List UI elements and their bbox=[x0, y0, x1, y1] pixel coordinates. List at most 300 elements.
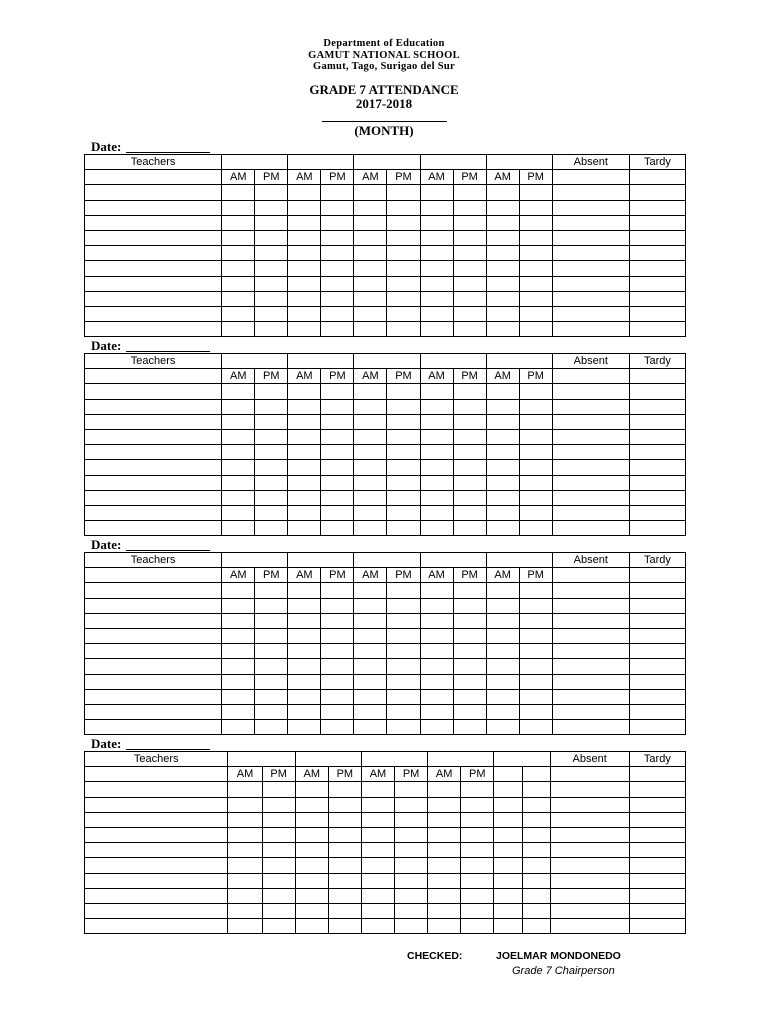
blank-cell[interactable] bbox=[321, 200, 354, 215]
blank-cell[interactable] bbox=[85, 598, 222, 613]
blank-cell[interactable] bbox=[354, 490, 387, 505]
blank-cell[interactable] bbox=[321, 704, 354, 719]
blank-cell[interactable] bbox=[552, 230, 629, 245]
blank-cell[interactable] bbox=[420, 291, 453, 306]
blank-cell[interactable] bbox=[85, 521, 222, 536]
blank-cell[interactable] bbox=[288, 414, 321, 429]
blank-cell[interactable] bbox=[255, 230, 288, 245]
date-blank-line[interactable] bbox=[126, 749, 210, 750]
blank-cell[interactable] bbox=[453, 200, 486, 215]
blank-cell[interactable] bbox=[519, 505, 552, 520]
blank-cell[interactable] bbox=[255, 674, 288, 689]
blank-cell[interactable] bbox=[321, 230, 354, 245]
blank-cell[interactable] bbox=[255, 704, 288, 719]
blank-cell[interactable] bbox=[395, 782, 428, 797]
blank-cell[interactable] bbox=[552, 215, 629, 230]
blank-cell[interactable] bbox=[228, 797, 262, 812]
blank-cell[interactable] bbox=[428, 873, 461, 888]
blank-cell[interactable] bbox=[420, 720, 453, 735]
blank-cell[interactable] bbox=[387, 246, 420, 261]
blank-cell[interactable] bbox=[519, 322, 552, 337]
blank-cell[interactable] bbox=[453, 689, 486, 704]
blank-cell[interactable] bbox=[453, 445, 486, 460]
blank-cell[interactable] bbox=[328, 843, 361, 858]
blank-cell[interactable] bbox=[328, 873, 361, 888]
blank-cell[interactable] bbox=[354, 659, 387, 674]
blank-cell[interactable] bbox=[420, 246, 453, 261]
blank-cell[interactable] bbox=[288, 306, 321, 321]
blank-cell[interactable] bbox=[453, 720, 486, 735]
blank-cell[interactable] bbox=[222, 322, 255, 337]
blank-cell[interactable] bbox=[519, 583, 552, 598]
blank-cell[interactable] bbox=[85, 858, 228, 873]
blank-cell[interactable] bbox=[85, 384, 222, 399]
blank-cell[interactable] bbox=[85, 230, 222, 245]
blank-cell[interactable] bbox=[395, 827, 428, 842]
blank-cell[interactable] bbox=[395, 903, 428, 918]
blank-cell[interactable] bbox=[255, 490, 288, 505]
blank-cell[interactable] bbox=[387, 720, 420, 735]
blank-cell[interactable] bbox=[629, 903, 685, 918]
blank-cell[interactable] bbox=[85, 782, 228, 797]
day-header[interactable] bbox=[295, 752, 361, 767]
blank-cell[interactable] bbox=[486, 460, 519, 475]
blank-cell[interactable] bbox=[629, 782, 685, 797]
blank-cell[interactable] bbox=[486, 291, 519, 306]
blank-cell[interactable] bbox=[222, 644, 255, 659]
blank-cell[interactable] bbox=[453, 429, 486, 444]
blank-cell[interactable] bbox=[486, 659, 519, 674]
blank-cell[interactable] bbox=[519, 276, 552, 291]
blank-cell[interactable] bbox=[629, 858, 685, 873]
blank-cell[interactable] bbox=[328, 858, 361, 873]
blank-cell[interactable] bbox=[85, 322, 222, 337]
blank-cell[interactable] bbox=[222, 215, 255, 230]
blank-cell[interactable] bbox=[420, 704, 453, 719]
blank-cell[interactable] bbox=[361, 858, 394, 873]
blank-cell[interactable] bbox=[255, 583, 288, 598]
blank-cell[interactable] bbox=[420, 322, 453, 337]
blank-cell[interactable] bbox=[552, 598, 629, 613]
blank-cell[interactable] bbox=[486, 399, 519, 414]
blank-cell[interactable] bbox=[354, 475, 387, 490]
blank-cell[interactable] bbox=[552, 246, 629, 261]
blank-cell[interactable] bbox=[550, 858, 629, 873]
blank-cell[interactable] bbox=[629, 445, 685, 460]
blank-cell[interactable] bbox=[629, 429, 685, 444]
blank-cell[interactable] bbox=[262, 827, 295, 842]
blank-cell[interactable] bbox=[354, 689, 387, 704]
blank-cell[interactable] bbox=[420, 490, 453, 505]
blank-cell[interactable] bbox=[222, 399, 255, 414]
blank-cell[interactable] bbox=[552, 720, 629, 735]
blank-cell[interactable] bbox=[453, 490, 486, 505]
blank-cell[interactable] bbox=[222, 720, 255, 735]
blank-cell[interactable] bbox=[288, 445, 321, 460]
blank-cell[interactable] bbox=[354, 384, 387, 399]
blank-cell[interactable] bbox=[494, 812, 523, 827]
teacher-cell[interactable] bbox=[85, 767, 228, 782]
blank-cell[interactable] bbox=[321, 628, 354, 643]
blank-cell[interactable] bbox=[552, 505, 629, 520]
blank-cell[interactable] bbox=[387, 215, 420, 230]
blank-cell[interactable] bbox=[321, 276, 354, 291]
day-header[interactable] bbox=[494, 752, 550, 767]
blank-cell[interactable] bbox=[453, 261, 486, 276]
blank-cell[interactable] bbox=[523, 858, 550, 873]
blank-cell[interactable] bbox=[262, 843, 295, 858]
blank-cell[interactable] bbox=[523, 797, 550, 812]
day-header[interactable] bbox=[354, 155, 420, 170]
blank-cell[interactable] bbox=[295, 797, 328, 812]
blank-cell[interactable] bbox=[387, 185, 420, 200]
blank-cell[interactable] bbox=[552, 704, 629, 719]
blank-cell[interactable] bbox=[288, 322, 321, 337]
blank-cell[interactable] bbox=[262, 782, 295, 797]
blank-cell[interactable] bbox=[486, 414, 519, 429]
blank-cell[interactable] bbox=[321, 306, 354, 321]
blank-cell[interactable] bbox=[453, 644, 486, 659]
blank-cell[interactable] bbox=[222, 414, 255, 429]
blank-cell[interactable] bbox=[255, 598, 288, 613]
blank-cell[interactable] bbox=[461, 827, 494, 842]
blank-cell[interactable] bbox=[629, 200, 685, 215]
blank-cell[interactable] bbox=[550, 812, 629, 827]
tardy-cell[interactable] bbox=[629, 369, 685, 384]
blank-cell[interactable] bbox=[288, 720, 321, 735]
blank-cell[interactable] bbox=[453, 460, 486, 475]
blank-cell[interactable] bbox=[486, 276, 519, 291]
blank-cell[interactable] bbox=[453, 628, 486, 643]
day-header[interactable] bbox=[420, 155, 486, 170]
date-blank-line[interactable] bbox=[126, 550, 210, 551]
blank-cell[interactable] bbox=[255, 306, 288, 321]
blank-cell[interactable] bbox=[228, 812, 262, 827]
blank-cell[interactable] bbox=[85, 659, 222, 674]
blank-cell[interactable] bbox=[428, 919, 461, 934]
blank-cell[interactable] bbox=[420, 306, 453, 321]
blank-cell[interactable] bbox=[354, 414, 387, 429]
day-header[interactable] bbox=[222, 155, 288, 170]
blank-cell[interactable] bbox=[321, 215, 354, 230]
blank-cell[interactable] bbox=[321, 613, 354, 628]
blank-cell[interactable] bbox=[387, 674, 420, 689]
blank-cell[interactable] bbox=[85, 200, 222, 215]
blank-cell[interactable] bbox=[262, 903, 295, 918]
blank-cell[interactable] bbox=[629, 306, 685, 321]
blank-cell[interactable] bbox=[552, 475, 629, 490]
blank-cell[interactable] bbox=[321, 414, 354, 429]
blank-cell[interactable] bbox=[85, 475, 222, 490]
blank-cell[interactable] bbox=[629, 873, 685, 888]
blank-cell[interactable] bbox=[629, 505, 685, 520]
blank-cell[interactable] bbox=[519, 475, 552, 490]
blank-cell[interactable] bbox=[222, 613, 255, 628]
blank-cell[interactable] bbox=[321, 521, 354, 536]
blank-cell[interactable] bbox=[552, 261, 629, 276]
blank-cell[interactable] bbox=[354, 261, 387, 276]
blank-cell[interactable] bbox=[255, 215, 288, 230]
tardy-cell[interactable] bbox=[629, 170, 685, 185]
blank-cell[interactable] bbox=[354, 230, 387, 245]
blank-cell[interactable] bbox=[354, 644, 387, 659]
blank-cell[interactable] bbox=[486, 322, 519, 337]
blank-cell[interactable] bbox=[552, 200, 629, 215]
blank-cell[interactable] bbox=[295, 888, 328, 903]
blank-cell[interactable] bbox=[288, 230, 321, 245]
blank-cell[interactable] bbox=[629, 230, 685, 245]
blank-cell[interactable] bbox=[85, 429, 222, 444]
blank-cell[interactable] bbox=[222, 246, 255, 261]
blank-cell[interactable] bbox=[85, 505, 222, 520]
blank-cell[interactable] bbox=[228, 919, 262, 934]
blank-cell[interactable] bbox=[295, 903, 328, 918]
blank-cell[interactable] bbox=[519, 414, 552, 429]
blank-cell[interactable] bbox=[361, 873, 394, 888]
blank-cell[interactable] bbox=[550, 782, 629, 797]
blank-cell[interactable] bbox=[552, 291, 629, 306]
blank-cell[interactable] bbox=[222, 689, 255, 704]
teacher-cell[interactable] bbox=[85, 369, 222, 384]
blank-cell[interactable] bbox=[222, 429, 255, 444]
blank-cell[interactable] bbox=[354, 613, 387, 628]
teacher-cell[interactable] bbox=[85, 170, 222, 185]
blank-cell[interactable] bbox=[288, 521, 321, 536]
blank-cell[interactable] bbox=[420, 200, 453, 215]
blank-cell[interactable] bbox=[387, 322, 420, 337]
blank-cell[interactable] bbox=[519, 215, 552, 230]
blank-cell[interactable] bbox=[354, 429, 387, 444]
blank-cell[interactable] bbox=[295, 812, 328, 827]
blank-cell[interactable] bbox=[486, 185, 519, 200]
blank-cell[interactable] bbox=[255, 291, 288, 306]
blank-cell[interactable] bbox=[85, 797, 228, 812]
blank-cell[interactable] bbox=[494, 919, 523, 934]
blank-cell[interactable] bbox=[486, 521, 519, 536]
blank-cell[interactable] bbox=[85, 291, 222, 306]
blank-cell[interactable] bbox=[519, 644, 552, 659]
blank-cell[interactable] bbox=[550, 843, 629, 858]
blank-cell[interactable] bbox=[354, 445, 387, 460]
blank-cell[interactable] bbox=[486, 704, 519, 719]
blank-cell[interactable] bbox=[552, 613, 629, 628]
blank-cell[interactable] bbox=[629, 674, 685, 689]
blank-cell[interactable] bbox=[222, 230, 255, 245]
blank-cell[interactable] bbox=[321, 185, 354, 200]
blank-cell[interactable] bbox=[222, 704, 255, 719]
blank-cell[interactable] bbox=[387, 200, 420, 215]
blank-cell[interactable] bbox=[321, 490, 354, 505]
blank-cell[interactable] bbox=[461, 903, 494, 918]
blank-cell[interactable] bbox=[255, 505, 288, 520]
day-header[interactable] bbox=[354, 354, 420, 369]
absent-cell[interactable] bbox=[552, 369, 629, 384]
blank-cell[interactable] bbox=[552, 644, 629, 659]
blank-cell[interactable] bbox=[354, 628, 387, 643]
blank-cell[interactable] bbox=[629, 276, 685, 291]
blank-cell[interactable] bbox=[453, 414, 486, 429]
blank-cell[interactable] bbox=[629, 797, 685, 812]
blank-cell[interactable] bbox=[222, 185, 255, 200]
blank-cell[interactable] bbox=[629, 720, 685, 735]
blank-cell[interactable] bbox=[85, 215, 222, 230]
blank-cell[interactable] bbox=[629, 812, 685, 827]
blank-cell[interactable] bbox=[222, 674, 255, 689]
blank-cell[interactable] bbox=[428, 827, 461, 842]
blank-cell[interactable] bbox=[321, 460, 354, 475]
blank-cell[interactable] bbox=[486, 505, 519, 520]
blank-cell[interactable] bbox=[494, 858, 523, 873]
blank-cell[interactable] bbox=[288, 583, 321, 598]
blank-cell[interactable] bbox=[85, 445, 222, 460]
blank-cell[interactable] bbox=[519, 613, 552, 628]
blank-cell[interactable] bbox=[629, 613, 685, 628]
blank-cell[interactable] bbox=[321, 505, 354, 520]
blank-cell[interactable] bbox=[85, 689, 222, 704]
day-header[interactable] bbox=[420, 553, 486, 568]
blank-cell[interactable] bbox=[295, 827, 328, 842]
day-header[interactable] bbox=[486, 553, 552, 568]
blank-cell[interactable] bbox=[321, 583, 354, 598]
blank-cell[interactable] bbox=[552, 689, 629, 704]
blank-cell[interactable] bbox=[354, 215, 387, 230]
blank-cell[interactable] bbox=[222, 291, 255, 306]
blank-cell[interactable] bbox=[420, 644, 453, 659]
blank-cell[interactable] bbox=[486, 598, 519, 613]
blank-cell[interactable] bbox=[629, 843, 685, 858]
day-header[interactable] bbox=[222, 553, 288, 568]
blank-cell[interactable] bbox=[420, 215, 453, 230]
blank-cell[interactable] bbox=[361, 797, 394, 812]
blank-cell[interactable] bbox=[354, 598, 387, 613]
blank-cell[interactable] bbox=[387, 505, 420, 520]
blank-cell[interactable] bbox=[486, 445, 519, 460]
blank-cell[interactable] bbox=[453, 659, 486, 674]
blank-cell[interactable] bbox=[354, 460, 387, 475]
blank-cell[interactable] bbox=[387, 276, 420, 291]
blank-cell[interactable] bbox=[420, 475, 453, 490]
blank-cell[interactable] bbox=[255, 460, 288, 475]
blank-cell[interactable] bbox=[486, 628, 519, 643]
blank-cell[interactable] bbox=[85, 888, 228, 903]
blank-cell[interactable] bbox=[387, 689, 420, 704]
blank-cell[interactable] bbox=[321, 644, 354, 659]
blank-cell[interactable] bbox=[222, 475, 255, 490]
blank-cell[interactable] bbox=[85, 827, 228, 842]
blank-cell[interactable] bbox=[519, 521, 552, 536]
blank-cell[interactable] bbox=[354, 185, 387, 200]
blank-cell[interactable] bbox=[228, 782, 262, 797]
blank-cell[interactable] bbox=[255, 613, 288, 628]
blank-cell[interactable] bbox=[453, 475, 486, 490]
blank-cell[interactable] bbox=[354, 322, 387, 337]
blank-cell[interactable] bbox=[255, 644, 288, 659]
blank-cell[interactable] bbox=[552, 429, 629, 444]
blank-cell[interactable] bbox=[288, 505, 321, 520]
blank-cell[interactable] bbox=[387, 628, 420, 643]
blank-cell[interactable] bbox=[486, 583, 519, 598]
blank-cell[interactable] bbox=[523, 919, 550, 934]
blank-cell[interactable] bbox=[494, 843, 523, 858]
blank-cell[interactable] bbox=[354, 505, 387, 520]
blank-cell[interactable] bbox=[228, 903, 262, 918]
blank-cell[interactable] bbox=[387, 490, 420, 505]
blank-cell[interactable] bbox=[519, 261, 552, 276]
blank-cell[interactable] bbox=[428, 782, 461, 797]
blank-cell[interactable] bbox=[222, 460, 255, 475]
blank-cell[interactable] bbox=[550, 873, 629, 888]
blank-cell[interactable] bbox=[629, 215, 685, 230]
blank-cell[interactable] bbox=[486, 475, 519, 490]
blank-cell[interactable] bbox=[519, 704, 552, 719]
blank-cell[interactable] bbox=[486, 644, 519, 659]
blank-cell[interactable] bbox=[461, 858, 494, 873]
blank-cell[interactable] bbox=[629, 322, 685, 337]
blank-cell[interactable] bbox=[486, 246, 519, 261]
blank-cell[interactable] bbox=[395, 888, 428, 903]
blank-cell[interactable] bbox=[453, 399, 486, 414]
blank-cell[interactable] bbox=[494, 888, 523, 903]
blank-cell[interactable] bbox=[387, 460, 420, 475]
blank-cell[interactable] bbox=[354, 399, 387, 414]
teacher-cell[interactable] bbox=[85, 568, 222, 583]
blank-cell[interactable] bbox=[222, 445, 255, 460]
blank-cell[interactable] bbox=[523, 812, 550, 827]
blank-cell[interactable] bbox=[420, 230, 453, 245]
blank-cell[interactable] bbox=[552, 490, 629, 505]
blank-cell[interactable] bbox=[420, 689, 453, 704]
blank-cell[interactable] bbox=[222, 306, 255, 321]
blank-cell[interactable] bbox=[550, 888, 629, 903]
blank-cell[interactable] bbox=[228, 843, 262, 858]
blank-cell[interactable] bbox=[295, 858, 328, 873]
blank-cell[interactable] bbox=[552, 276, 629, 291]
blank-cell[interactable] bbox=[85, 261, 222, 276]
blank-cell[interactable] bbox=[519, 659, 552, 674]
blank-cell[interactable] bbox=[494, 797, 523, 812]
blank-cell[interactable] bbox=[552, 521, 629, 536]
blank-cell[interactable] bbox=[420, 598, 453, 613]
blank-cell[interactable] bbox=[85, 628, 222, 643]
blank-cell[interactable] bbox=[552, 674, 629, 689]
blank-cell[interactable] bbox=[321, 475, 354, 490]
blank-cell[interactable] bbox=[461, 888, 494, 903]
blank-cell[interactable] bbox=[328, 903, 361, 918]
blank-cell[interactable] bbox=[486, 689, 519, 704]
blank-cell[interactable] bbox=[387, 230, 420, 245]
blank-cell[interactable] bbox=[552, 583, 629, 598]
blank-cell[interactable] bbox=[486, 200, 519, 215]
blank-cell[interactable] bbox=[519, 429, 552, 444]
blank-cell[interactable] bbox=[85, 873, 228, 888]
blank-cell[interactable] bbox=[387, 583, 420, 598]
blank-cell[interactable] bbox=[255, 414, 288, 429]
blank-cell[interactable] bbox=[85, 704, 222, 719]
day-header[interactable] bbox=[288, 553, 354, 568]
blank-cell[interactable] bbox=[361, 903, 394, 918]
blank-cell[interactable] bbox=[321, 659, 354, 674]
blank-cell[interactable] bbox=[519, 598, 552, 613]
blank-cell[interactable] bbox=[321, 674, 354, 689]
blank-cell[interactable] bbox=[428, 797, 461, 812]
blank-cell[interactable] bbox=[519, 445, 552, 460]
blank-cell[interactable] bbox=[321, 399, 354, 414]
blank-cell[interactable] bbox=[387, 399, 420, 414]
blank-cell[interactable] bbox=[629, 291, 685, 306]
blank-cell[interactable] bbox=[453, 704, 486, 719]
blank-cell[interactable] bbox=[629, 460, 685, 475]
blank-cell[interactable] bbox=[552, 659, 629, 674]
